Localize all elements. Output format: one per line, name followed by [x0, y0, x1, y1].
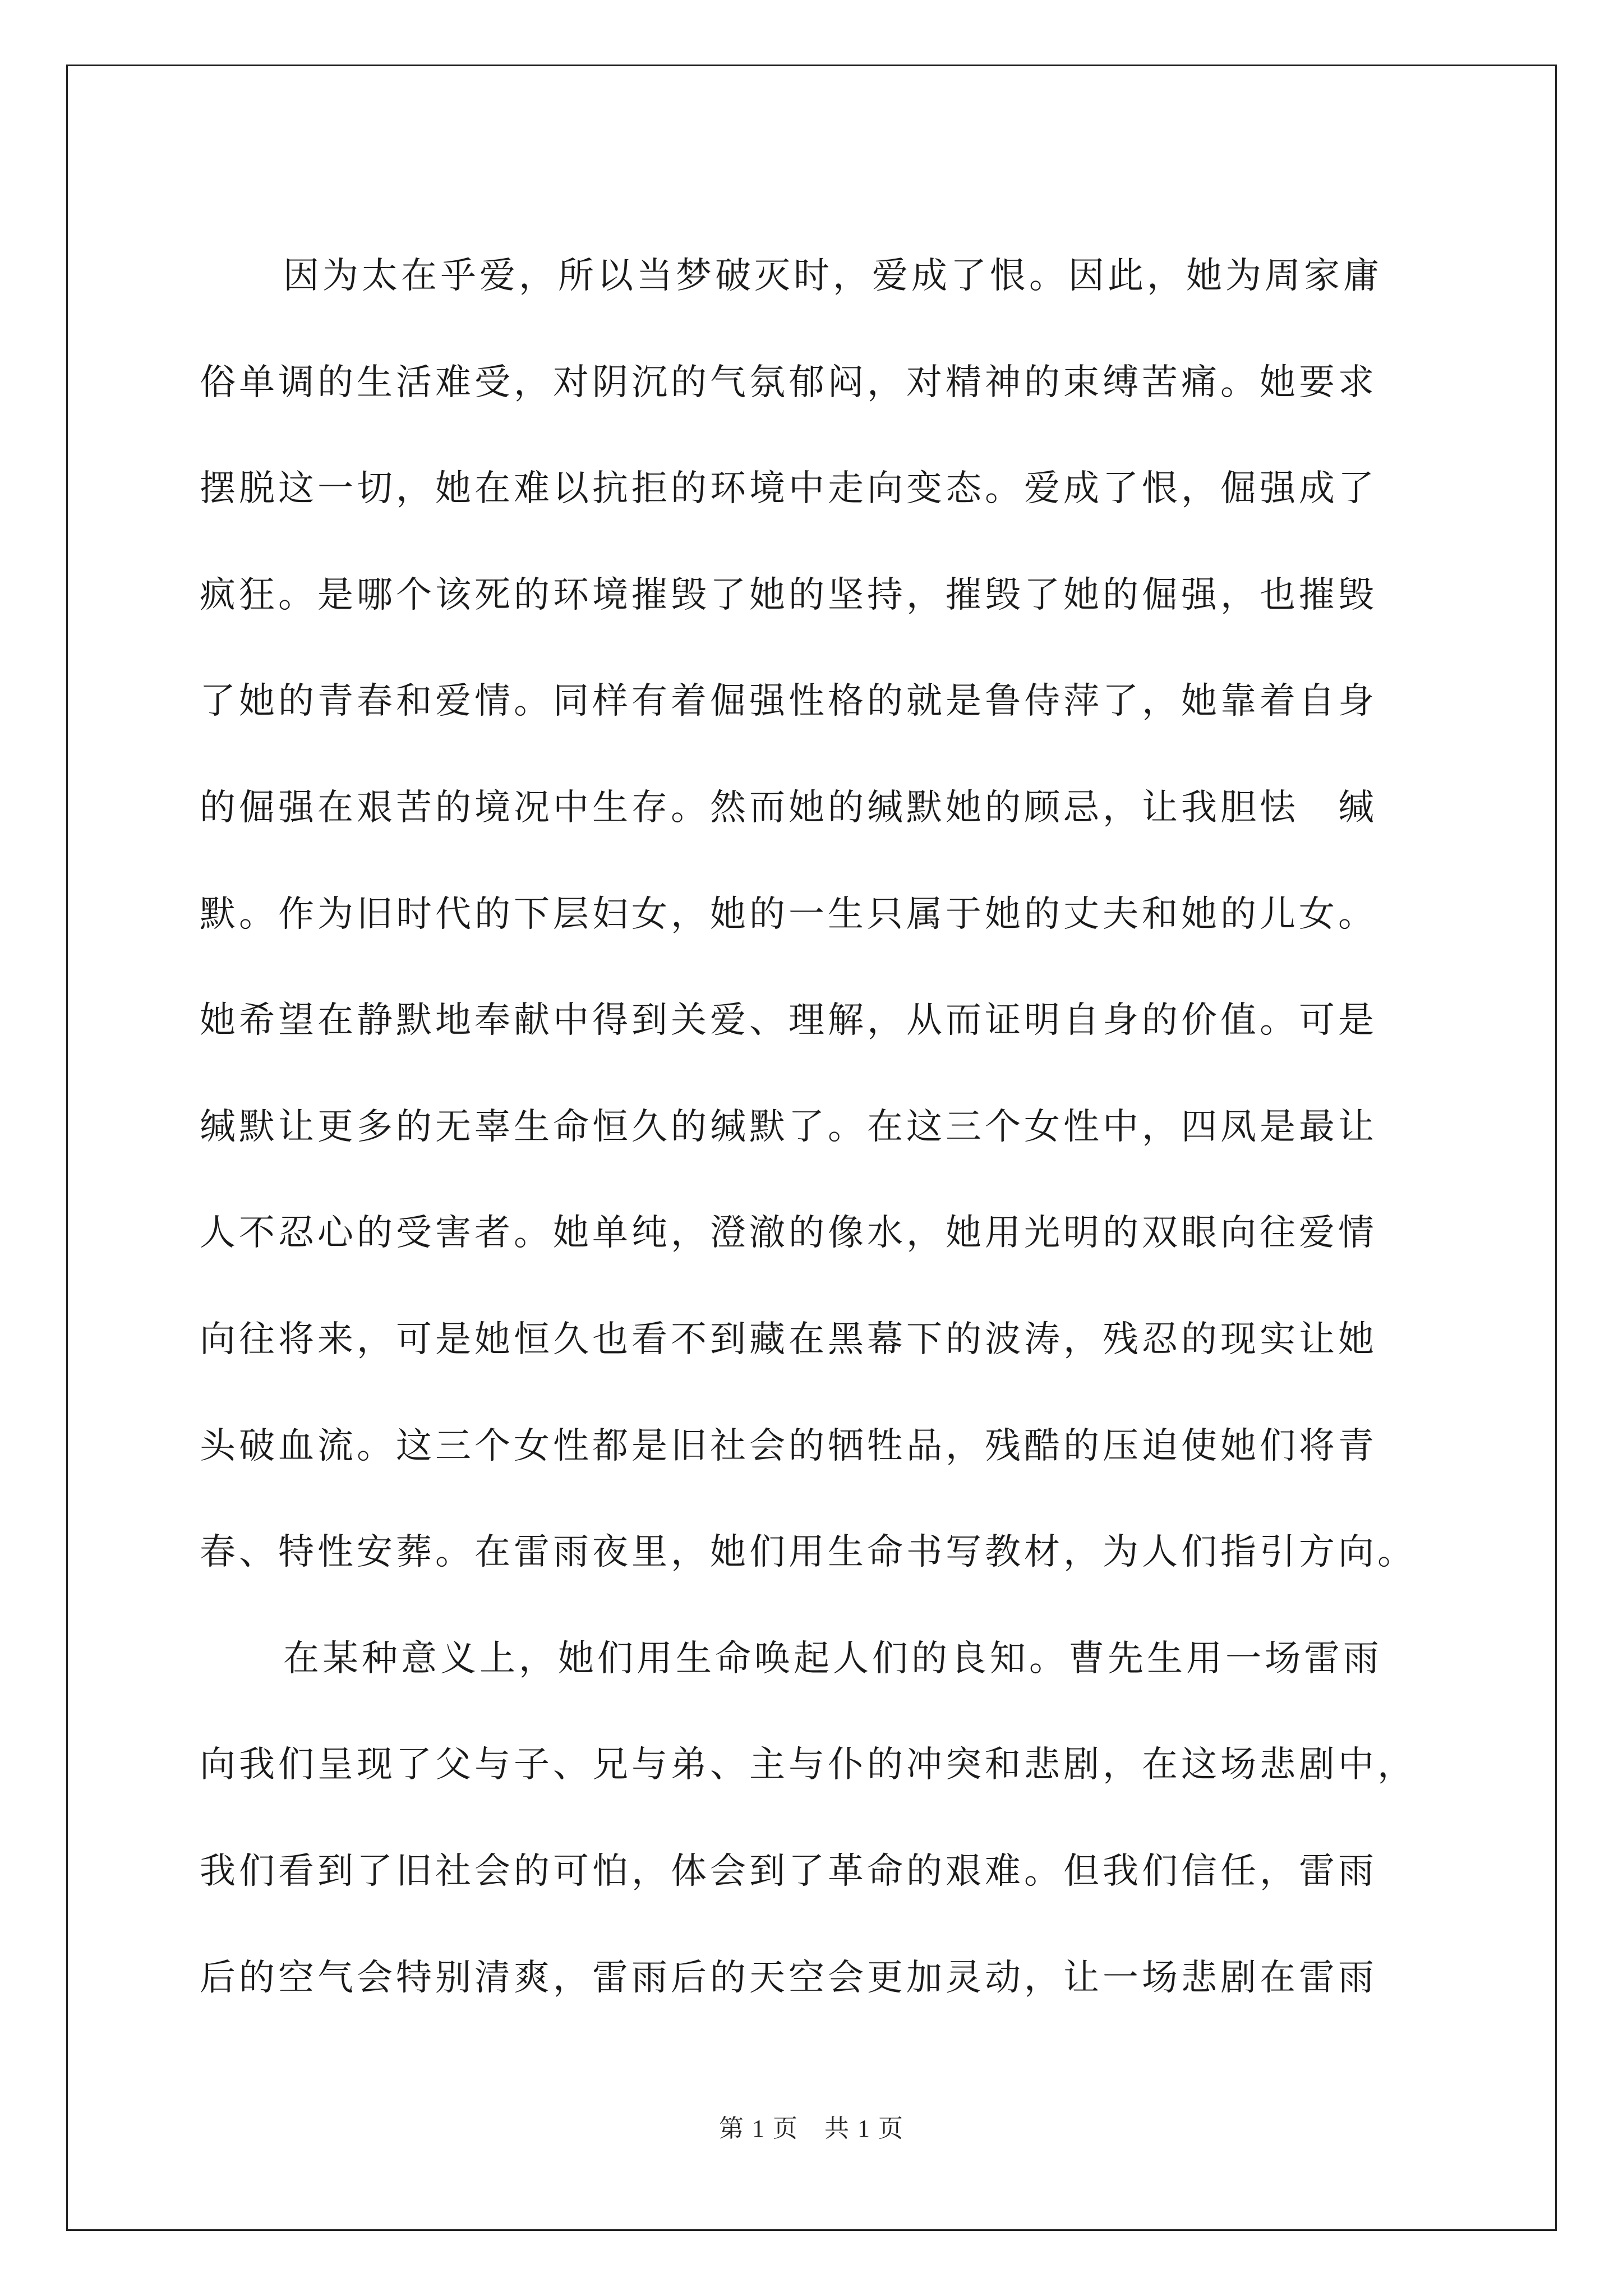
- text-line: 后的空气会特别清爽，雷雨后的天空会更加灵动，让一场悲剧在雷雨: [200, 1957, 1377, 1999]
- text-line: 默。作为旧时代的下层妇女，她的一生只属于她的丈夫和她的儿女。: [200, 893, 1377, 935]
- text-line: 向我们呈现了父与子、兄与弟、主与仆的冲突和悲剧，在这场悲剧中，: [200, 1744, 1417, 1786]
- text-line: 的倔强在艰苦的境况中生存。然而她的缄默她的顾忌，让我胆怯 缄: [200, 786, 1377, 829]
- text-line: 在某种意义上，她们用生命唤起人们的良知。曹先生用一场雷雨: [283, 1637, 1382, 1680]
- text-line: 向往将来，可是她恒久也看不到藏在黑幕下的波涛，残忍的现实让她: [200, 1318, 1377, 1360]
- text-line: 俗单调的生活难受，对阴沉的气氛郁闷，对精神的束缚苦痛。她要求: [200, 361, 1377, 403]
- text-line: 因为太在乎爱，所以当梦破灭时，爱成了恨。因此，她为周家庸: [283, 255, 1382, 297]
- text-line: 缄默让更多的无辜生命恒久的缄默了。在这三个女性中，四凤是最让: [200, 1106, 1377, 1148]
- text-line: 春、特性安葬。在雷雨夜里，她们用生命书写教材，为人们指引方向。: [200, 1531, 1417, 1573]
- text-line: 疯狂。是哪个该死的环境摧毁了她的坚持，摧毁了她的倔强，也摧毁: [200, 574, 1377, 616]
- text-line: 她希望在静默地奉献中得到关爱、理解，从而证明自身的价值。可是: [200, 1000, 1377, 1042]
- text-line: 摆脱这一切，她在难以抗拒的环境中走向变态。爱成了恨，倔强成了: [200, 468, 1377, 510]
- text-line: 了她的青春和爱情。同样有着倔强性格的就是鲁侍萍了，她靠着自身: [200, 680, 1377, 723]
- text-line: 我们看到了旧社会的可怕，体会到了革命的艰难。但我们信任，雷雨: [200, 1850, 1377, 1892]
- page-number-footer: 第 1 页 共 1 页: [719, 2115, 904, 2142]
- text-line: 人不忍心的受害者。她单纯，澄澈的像水，她用光明的双眼向往爱情: [200, 1212, 1377, 1254]
- text-line: 头破血流。这三个女性都是旧社会的牺牲品，残酷的压迫使她们将青: [200, 1425, 1377, 1467]
- document-body: [200, 223, 1422, 2031]
